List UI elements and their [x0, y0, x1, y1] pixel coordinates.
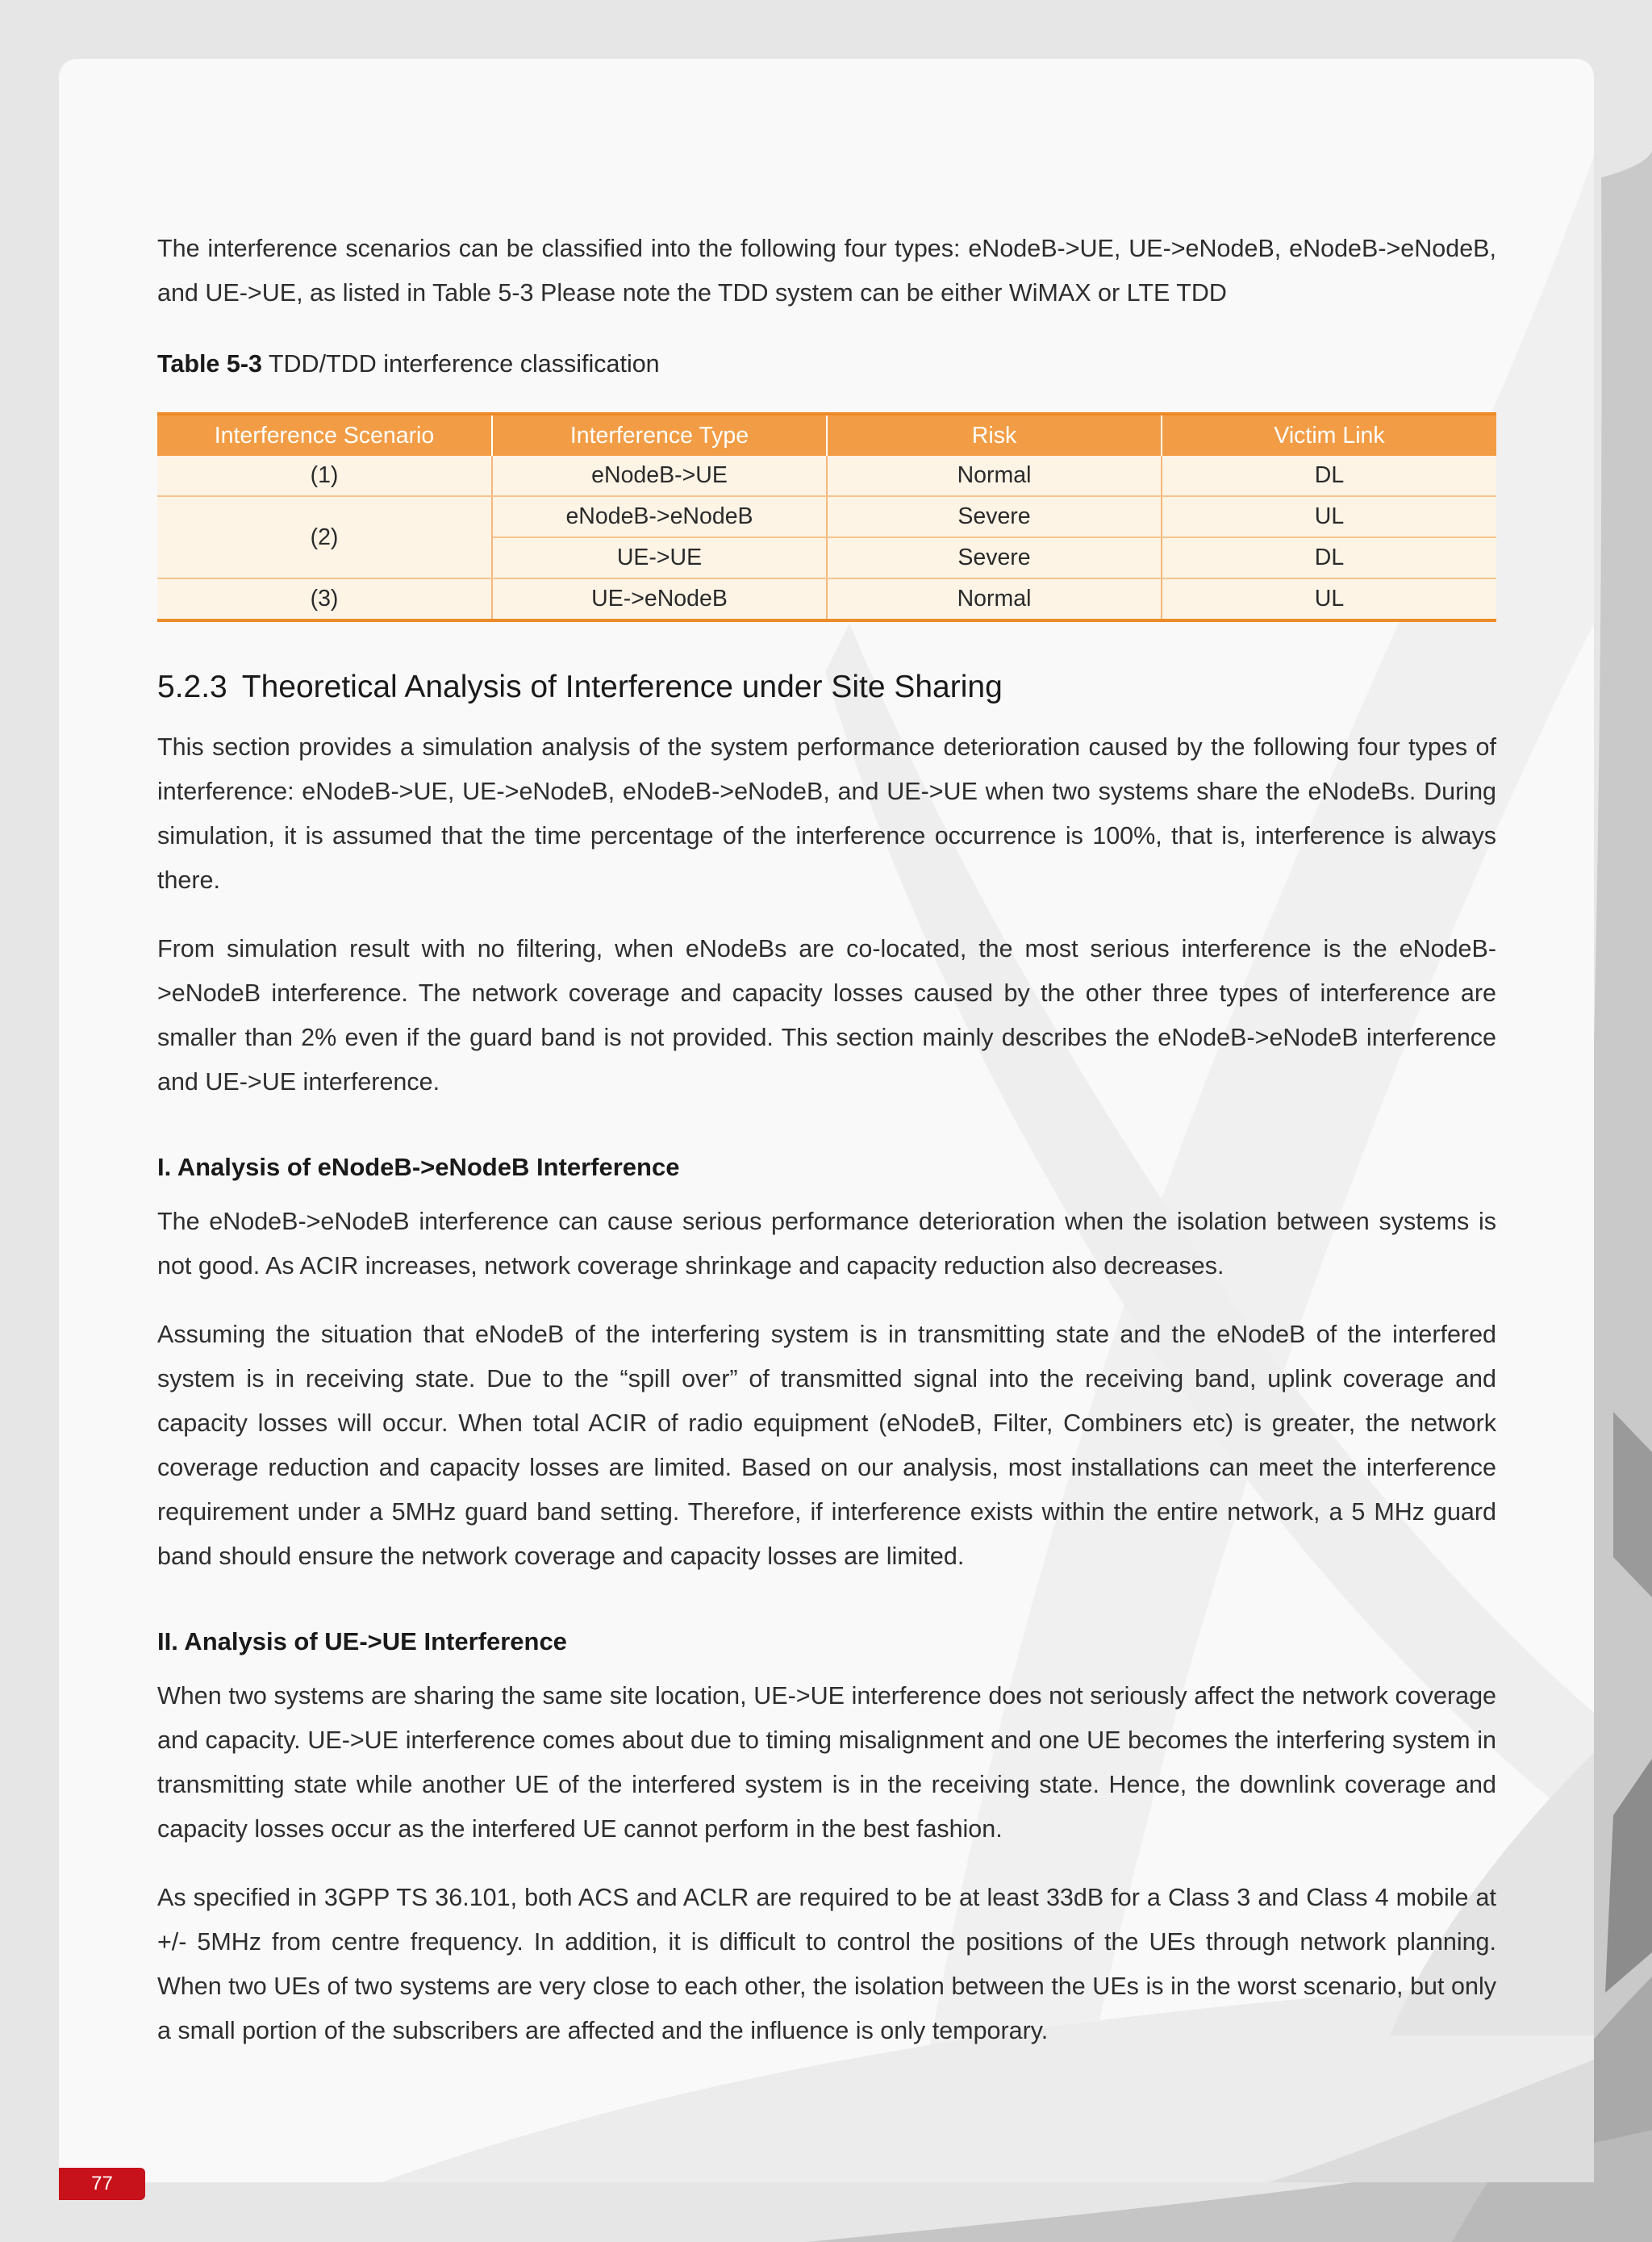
enodeb-paragraph-1: The eNodeB->eNodeB interference can cause serious performance deterioration when the isolation between systems is not good. As ACIR increases, network coverage shrinkage and capacity reduction also decreases.: [157, 1208, 1496, 1280]
page-content: [157, 227, 1496, 2053]
header-risk: Risk: [827, 414, 1162, 456]
cell-risk: Severe: [827, 496, 1162, 537]
cell-victim: DL: [1162, 456, 1496, 496]
section-paragraph-1: This section provides a simulation analysis of the system performance deterioration caused by the following four types of interference: eNodeB->UE, UE->eNodeB, eNodeB->eNodeB, and UE->UE when two systems share the eNodeBs. During simulation, it is assumed that the time percentage of the interference occurrence is 100%, that is, interference is always there.: [157, 733, 1496, 894]
document-page: [59, 59, 1594, 2194]
interference-classification-table: [157, 412, 1496, 622]
table-row: [157, 496, 1496, 537]
cell-victim: DL: [1162, 537, 1496, 578]
intro-paragraph: The interference scenarios can be classified into the following four types: eNodeB->UE, UE->eNodeB, eNodeB->eNodeB, and UE->UE, as listed in Table 5-3 Please note the TDD system can be either WiMAX or LTE TDD: [157, 235, 1496, 307]
table-header-row: [157, 414, 1496, 456]
ue-paragraph-2: As specified in 3GPP TS 36.101, both ACS and ACLR are required to be at least 33dB for a Class 3 and Class 4 mobile at +/- 5MHz from centre frequency. In addition, it is difficult to control the positions of the UEs through network planning. When two UEs of two systems are very close to each other, the isolation between the UEs is in the worst scenario, but only a small portion of the subscribers are affected and the influence is only temporary.: [157, 1884, 1496, 2044]
cell-victim: UL: [1162, 578, 1496, 620]
cell-scenario: (2): [157, 496, 492, 578]
subsection-heading-ue: II. Analysis of UE->UE Interference: [157, 1627, 567, 1655]
cell-scenario: (3): [157, 578, 492, 620]
table-caption-label: Table 5-3: [157, 350, 262, 378]
cell-risk: Severe: [827, 537, 1162, 578]
table-row: [157, 456, 1496, 496]
table-row: [157, 578, 1496, 620]
page-number-badge: 77: [59, 2168, 145, 2200]
table-caption: [157, 348, 1496, 380]
cell-victim: UL: [1162, 496, 1496, 537]
header-interference-scenario: Interference Scenario: [157, 414, 492, 456]
ue-paragraph-1: When two systems are sharing the same site location, UE->UE interference does not seriously affect the network coverage and capacity. UE->UE interference comes about due to timing misalignment and one UE becomes the interfering system in transmitting state while another UE of the interfered system is in the receiving state. Hence, the downlink coverage and capacity losses occur as the interfered UE cannot perform in the best fashion.: [157, 1682, 1496, 1843]
cell-type: UE->eNodeB: [492, 578, 827, 620]
header-victim-link: Victim Link: [1162, 414, 1496, 456]
header-interference-type: Interference Type: [492, 414, 827, 456]
enodeb-paragraph-2: Assuming the situation that eNodeB of the interfering system is in transmitting state and the eNodeB of the interfered system is in receiving state. Due to the “spill over” of transmitted signal into the receiving band, uplink coverage and capacity losses will occur. When total ACIR of radio equipment (eNodeB, Filter, Combiners etc) is greater, the network coverage reduction and capacity losses are limited. Based on our analysis, most installations can meet the interference requirement under a 5MHz guard band setting. Therefore, if interference exists within the entire network, a 5 MHz guard band should ensure the network coverage and capacity losses are limited.: [157, 1321, 1496, 1570]
cell-scenario: (1): [157, 456, 492, 496]
cell-type: eNodeB->eNodeB: [492, 496, 827, 537]
section-title: Theoretical Analysis of Interference under Site Sharing: [241, 670, 1003, 704]
section-heading: [157, 667, 1496, 708]
table-caption-title: TDD/TDD interference classification: [268, 350, 660, 378]
cell-type: UE->UE: [492, 537, 827, 578]
cell-risk: Normal: [827, 578, 1162, 620]
section-paragraph-2: From simulation result with no filtering, when eNodeBs are co-located, the most serious interference is the eNodeB->eNodeB interference. The network coverage and capacity losses caused by the other three types of interference are smaller than 2% even if the guard band is not provided. This section mainly describes the eNodeB->eNodeB interference and UE->UE interference.: [157, 935, 1496, 1096]
cell-risk: Normal: [827, 456, 1162, 496]
section-number: 5.2.3: [157, 670, 227, 704]
subsection-heading-enodeb: I. Analysis of eNodeB->eNodeB Interference: [157, 1153, 680, 1181]
cell-type: eNodeB->UE: [492, 456, 827, 496]
